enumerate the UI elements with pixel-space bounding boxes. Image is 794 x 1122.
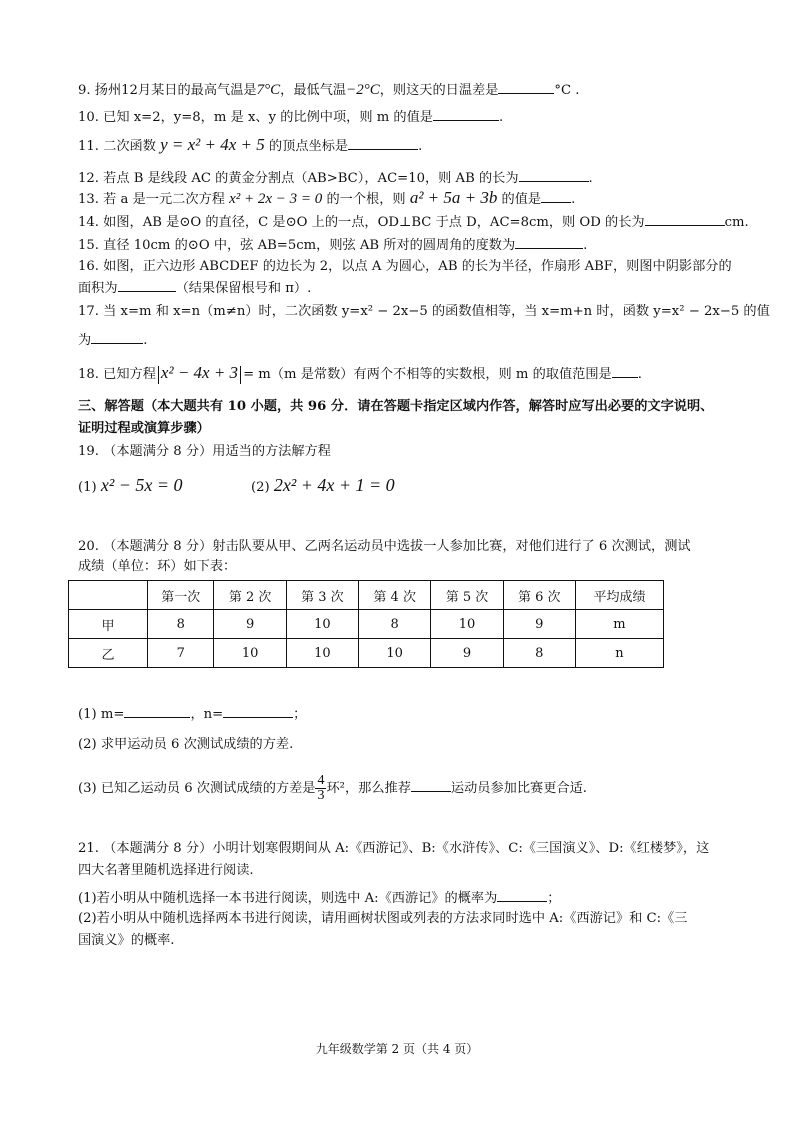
answer-blank[interactable] bbox=[91, 330, 143, 344]
answer-blank[interactable] bbox=[124, 704, 190, 718]
question-19-parts: (1) x² − 5x = 0 (2) 2x² + 4x + 1 = 0 bbox=[78, 475, 395, 495]
question-16: 16. 如图，正六边形 ABCDEF 的边长为 2，以点 A 为圆心，AB 的长为半径，作扇形 ABF，则图中阴影部分的 bbox=[78, 259, 732, 274]
question-16-cont: 面积为 （结果保留根号和 π）. bbox=[78, 278, 728, 298]
answer-blank[interactable] bbox=[498, 80, 554, 94]
question-20-part-1: (1) m= ，n= ； bbox=[78, 704, 728, 724]
question-21-part-2: (2)若小明从中随机选择两本书进行阅读，请用画树状图或列表的方法求同时选中 A:《西游记》和 C:《三 bbox=[78, 911, 688, 926]
answer-blank[interactable] bbox=[411, 778, 451, 792]
answer-blank[interactable] bbox=[433, 107, 499, 121]
table-row: 乙 7 10 10 10 9 8 n bbox=[69, 639, 664, 668]
answer-blank[interactable] bbox=[519, 168, 589, 182]
table-row: 甲 8 9 10 8 10 9 m bbox=[69, 610, 664, 639]
question-20-part-2: (2) 求甲运动员 6 次测试成绩的方差. bbox=[78, 737, 294, 752]
answer-blank[interactable] bbox=[223, 704, 293, 718]
question-11: 11. 二次函数 y = x² + 4x + 5 的顶点坐标是 . bbox=[78, 135, 423, 154]
question-9: 9. 扬州12月某日的最高气温是7°C，最低气温−2°C，则这天的日温差是 °C . bbox=[78, 82, 580, 98]
answer-blank[interactable] bbox=[515, 235, 583, 249]
question-21-cont: 四大名著里随机选择进行阅读. bbox=[78, 863, 254, 878]
answer-blank[interactable] bbox=[645, 212, 725, 226]
answer-blank[interactable] bbox=[612, 364, 638, 378]
fraction: $\frac{4}{3}$ bbox=[317, 773, 325, 803]
question-17-cont: 为 . bbox=[78, 330, 728, 350]
section-3-heading: 三、解答题（本大题共有 10 小题，共 96 分．请在答题卡指定区域内作答，解答时应写出必要的文字说明、 bbox=[78, 399, 714, 414]
answer-blank[interactable] bbox=[497, 888, 547, 902]
question-18: 18. 已知方程 x² − 4x + 3 = m（m 是常数）有两个不相等的实数根，则 m 的取值范围是 . bbox=[78, 363, 642, 382]
page-footer: 九年级数学第 2 页（共 4 页） bbox=[315, 1042, 479, 1056]
question-10: 10. 已知 x=2，y=8，m 是 x、y 的比例中项，则 m 的值是 . bbox=[78, 107, 728, 127]
table-header-row: 第一次 第 2 次 第 3 次 第 4 次 第 5 次 第 6 次 平均成绩 bbox=[69, 581, 664, 610]
answer-blank[interactable] bbox=[118, 278, 176, 292]
answer-blank[interactable] bbox=[541, 189, 571, 203]
question-20: 20. （本题满分 8 分）射击队要从甲、乙两名运动员中选拔一人参加比赛，对他们进行了 6 次测试，测试 bbox=[78, 539, 691, 554]
question-15: 15. 直径 10cm 的⊙O 中，弦 AB=5cm，则弦 AB 所对的圆周角的度数为 . bbox=[78, 235, 728, 255]
scores-table bbox=[68, 580, 664, 668]
question-14: 14. 如图，AB 是⊙O 的直径，C 是⊙O 上的一点，OD⊥BC 于点 D，AC=8cm，则 OD 的长为 cm. bbox=[78, 212, 728, 232]
question-19: 19. （本题满分 8 分）用适当的方法解方程 bbox=[78, 444, 331, 459]
question-21-part-2-cont: 国演义》的概率. bbox=[78, 933, 175, 948]
section-3-desc: 证明过程或演算步骤） bbox=[78, 421, 210, 436]
question-17: 17. 当 x=m 和 x=n（m≠n）时，二次函数 y=x² − 2x−5 的函数值相等，当 x=m+n 时，函数 y=x² − 2x−5 的值 bbox=[78, 304, 770, 319]
question-20-cont: 成绩（单位：环）如下表： bbox=[78, 559, 237, 574]
question-20-part-3: (3) 已知乙运动员 6 次测试成绩的方差是 $\frac{4}{3}$ 环²，那么推荐 运动员参加比赛更合适. bbox=[78, 773, 587, 803]
question-21-part-1: (1)若小明从中随机选择一本书进行阅读，则选中 A:《西游记》的概率为 ； bbox=[78, 888, 728, 908]
question-21: 21. （本题满分 8 分）小明计划寒假期间从 A:《西游记》、B:《水浒传》、C:《三国演义》、D:《红楼梦》，这 bbox=[78, 841, 710, 856]
abs-bar-right bbox=[240, 366, 241, 384]
abs-bar-left bbox=[158, 366, 159, 384]
answer-blank[interactable] bbox=[348, 136, 418, 150]
question-12: 12. 若点 B 是线段 AC 的黄金分割点（AB>BC），AC=10，则 AB 的长为 . bbox=[78, 168, 728, 188]
question-13: 13. 若 a 是一元二次方程 x² + 2x − 3 = 0 的一个根，则 a² + 5a + 3b 的值是 . bbox=[78, 188, 576, 207]
